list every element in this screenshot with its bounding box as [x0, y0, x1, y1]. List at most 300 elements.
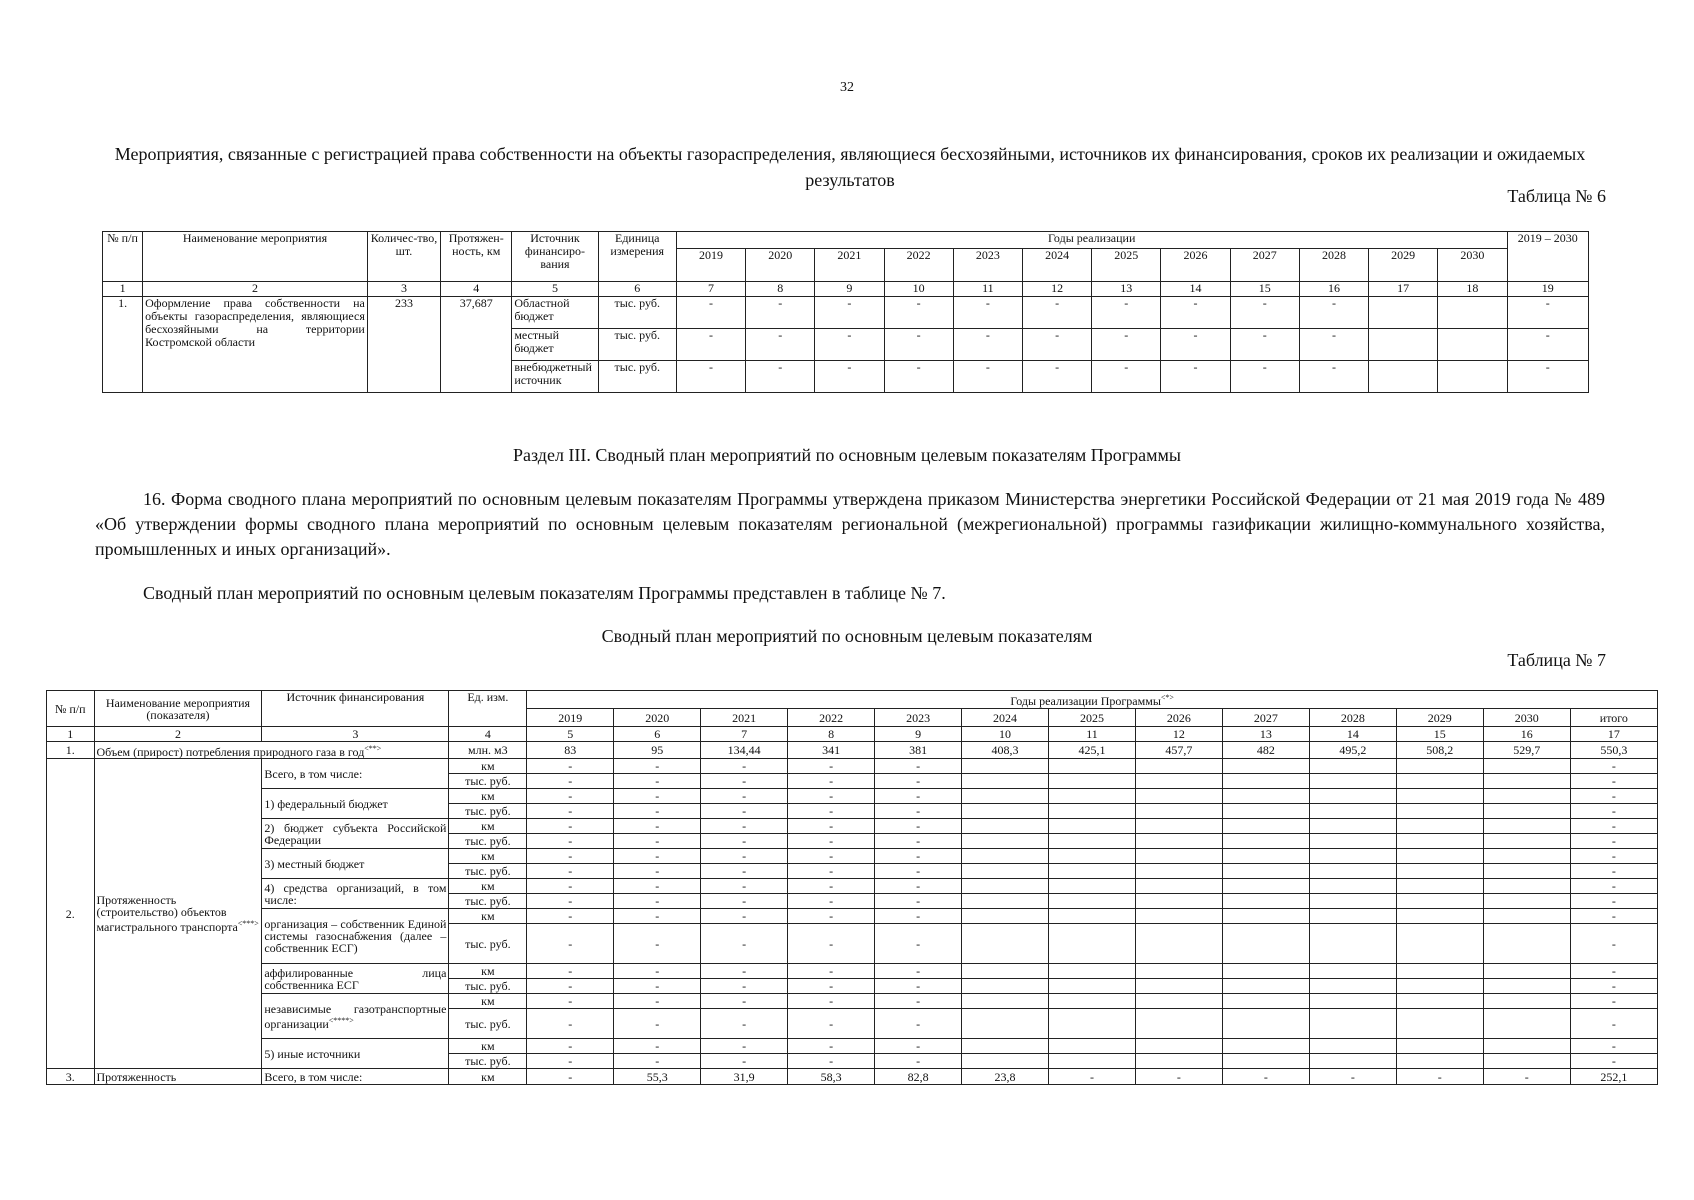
paragraph-table7-ref: Сводный план мероприятий по основным целевым показателям Программы представлен в таблице № 7.	[143, 583, 946, 603]
t6-value-cell: -	[884, 297, 953, 329]
t7-row2-value	[962, 834, 1049, 849]
t7-row2-source	[262, 759, 449, 789]
t7-row1-num: 1.	[47, 742, 95, 759]
t7-row2-value	[1222, 1039, 1309, 1054]
t7-row2-value: -	[788, 834, 875, 849]
t6-unit: тыс. руб.	[598, 297, 676, 329]
t7-row2-value: -	[788, 1039, 875, 1054]
t7-row2-total: -	[1570, 909, 1657, 924]
t7-row2-value: -	[614, 964, 701, 979]
t7-row1-total: 550,3	[1570, 742, 1657, 759]
t6-value-cell: -	[676, 361, 745, 393]
t7-row2-value	[1396, 819, 1483, 834]
t7-row2-value	[962, 1054, 1049, 1069]
t7-row2-total: -	[1570, 774, 1657, 789]
t7-row3-total: 252,1	[1570, 1069, 1657, 1085]
t7-row2-value	[962, 759, 1049, 774]
t7-row2-value: -	[527, 924, 614, 964]
t7-years-group-mark: <*>	[1160, 693, 1174, 702]
t6-value-cell	[1438, 297, 1507, 329]
t7-row2-total: -	[1570, 1054, 1657, 1069]
t7-row2-total: -	[1570, 789, 1657, 804]
t7-row2-value	[1222, 789, 1309, 804]
t7-row2-value: -	[788, 879, 875, 894]
t7-row2-value	[1135, 849, 1222, 864]
t6-value-cell: -	[1022, 329, 1091, 361]
t7-row2-value	[962, 1009, 1049, 1039]
t7-index-cell: 4	[449, 727, 527, 742]
t7-row2-value: -	[788, 819, 875, 834]
t7-row2-value	[1222, 879, 1309, 894]
t7-row2-source	[262, 789, 449, 819]
t6-row-num: 1.	[103, 297, 143, 393]
t7-row2-unit: км	[449, 909, 527, 924]
t6-index-cell: 6	[598, 282, 676, 297]
t7-row2-value	[962, 804, 1049, 819]
t6-header-total: 2019 – 2030	[1507, 232, 1588, 282]
t7-row2-unit: км	[449, 1039, 527, 1054]
t7-row2-value: -	[788, 864, 875, 879]
t7-row2-value: -	[614, 894, 701, 909]
t7-row2-value: -	[527, 1039, 614, 1054]
t7-year-header: 2028	[1309, 709, 1396, 727]
t7-row2-value: -	[875, 979, 962, 994]
t7-row2-unit: тыс. руб.	[449, 894, 527, 909]
t6-value-cell: -	[815, 329, 884, 361]
t6-year-header: 2020	[746, 249, 815, 282]
t7-row2-value	[1222, 894, 1309, 909]
t6-index-cell: 16	[1299, 282, 1368, 297]
table7	[46, 690, 1658, 1085]
t7-row2-value	[1396, 894, 1483, 909]
t7-row2-value	[1396, 1054, 1483, 1069]
t7-row2-value	[1309, 979, 1396, 994]
t7-row2-value	[1135, 909, 1222, 924]
t7-row2-value: -	[527, 879, 614, 894]
t7-row2-value: -	[614, 849, 701, 864]
t7-row2-value: -	[788, 849, 875, 864]
t6-index-cell: 18	[1438, 282, 1507, 297]
t6-value-cell: -	[746, 361, 815, 393]
t6-index-cell: 12	[1022, 282, 1091, 297]
t7-index-cell: 9	[875, 727, 962, 742]
t6-index-cell: 2	[143, 282, 368, 297]
t7-row2-value	[1483, 789, 1570, 804]
t6-index-cell: 15	[1230, 282, 1299, 297]
t7-row2-value	[1135, 819, 1222, 834]
t7-row2-value: -	[701, 1009, 788, 1039]
t7-row2-value	[1222, 864, 1309, 879]
t7-row2-value	[1309, 849, 1396, 864]
t6-source: Областной бюджет	[512, 297, 598, 329]
t7-year-header: 2023	[875, 709, 962, 727]
t7-row2-unit: тыс. руб.	[449, 864, 527, 879]
t7-row2-value	[1222, 1054, 1309, 1069]
t7-index-cell: 8	[788, 727, 875, 742]
t7-row2-value: -	[788, 964, 875, 979]
t7-row2-value: -	[701, 964, 788, 979]
t7-row2-value	[1483, 834, 1570, 849]
t7-row2-value	[1396, 924, 1483, 964]
t7-row2-value	[1396, 909, 1483, 924]
t7-row2-value: -	[788, 1054, 875, 1069]
t7-row2-value: -	[701, 1054, 788, 1069]
t7-row2-unit: тыс. руб.	[449, 834, 527, 849]
t7-row2-source-text: 3) местный бюджет	[264, 856, 365, 871]
t7-row2-value	[1483, 1009, 1570, 1039]
t7-row2-value	[1135, 1009, 1222, 1039]
t7-row2-value: -	[875, 994, 962, 1009]
t7-index-cell: 17	[1570, 727, 1657, 742]
t7-row2-total: -	[1570, 819, 1657, 834]
t6-header-len: Протяжен-ность, км	[441, 232, 512, 282]
t7-row2-source-mark: <****>	[328, 1015, 354, 1025]
t6-value-cell: -	[1161, 297, 1230, 329]
t7-row2-source	[262, 909, 449, 964]
t7-row2-value: -	[701, 834, 788, 849]
t6-year-header: 2028	[1299, 249, 1368, 282]
t6-value-cell: -	[746, 329, 815, 361]
t7-row2-total: -	[1570, 804, 1657, 819]
t7-row2-value	[1135, 759, 1222, 774]
t7-row2-value	[1222, 964, 1309, 979]
t6-year-header: 2021	[815, 249, 884, 282]
t7-row2-value: -	[875, 1039, 962, 1054]
t7-row2-value	[1396, 1009, 1483, 1039]
t7-row2-value	[962, 979, 1049, 994]
t7-row1-value: 495,2	[1309, 742, 1396, 759]
t7-row2-source	[262, 964, 449, 994]
t7-row2-value: -	[527, 759, 614, 774]
t7-row2-value	[1396, 994, 1483, 1009]
t7-row2-value: -	[701, 759, 788, 774]
t7-row2-value	[1222, 979, 1309, 994]
t7-row2-value	[1396, 774, 1483, 789]
t7-row2-value: -	[875, 909, 962, 924]
t6-value-cell: -	[1299, 297, 1368, 329]
t7-row3-value: -	[1222, 1069, 1309, 1085]
t7-row2-value: -	[614, 924, 701, 964]
t7-row2-value: -	[701, 849, 788, 864]
t7-row2-value: -	[614, 979, 701, 994]
t7-row3-num: 3.	[47, 1069, 95, 1085]
t7-row2-value: -	[701, 909, 788, 924]
t7-row2-source	[262, 994, 449, 1039]
t7-row2-source-text: организация – собственник Единой системы газоснабжения (далее – собственник ЕСГ)	[264, 917, 447, 955]
t7-row2-value: -	[527, 834, 614, 849]
t7-row2-value	[1049, 994, 1136, 1009]
t6-value-cell: -	[1022, 297, 1091, 329]
t7-row2-value: -	[614, 834, 701, 849]
t6-value-cell	[1369, 361, 1438, 393]
t7-row2-value	[962, 849, 1049, 864]
t7-row2-value: -	[875, 964, 962, 979]
t7-row2-value	[1222, 804, 1309, 819]
t6-year-header: 2019	[676, 249, 745, 282]
t6-year-header: 2027	[1230, 249, 1299, 282]
t7-row2-value: -	[701, 879, 788, 894]
t6-value-cell: -	[953, 361, 1022, 393]
t7-row2-value	[1135, 964, 1222, 979]
t6-value-cell: -	[884, 329, 953, 361]
t7-index-cell: 16	[1483, 727, 1570, 742]
t7-row3-value: 58,3	[788, 1069, 875, 1085]
t7-row2-value: -	[701, 789, 788, 804]
t7-row2-value	[1049, 819, 1136, 834]
t7-row2-unit: тыс. руб.	[449, 924, 527, 964]
t7-row2-value: -	[788, 759, 875, 774]
t7-row2-value	[1483, 774, 1570, 789]
t7-row2-value: -	[875, 819, 962, 834]
t7-row3-value: 55,3	[614, 1069, 701, 1085]
t7-row2-value	[1135, 1054, 1222, 1069]
t7-row2-value	[1135, 1039, 1222, 1054]
t7-row2-value	[1222, 909, 1309, 924]
t7-row1-value: 83	[527, 742, 614, 759]
t7-row2-value: -	[614, 864, 701, 879]
t6-index-cell: 13	[1092, 282, 1161, 297]
t7-row2-value	[1222, 834, 1309, 849]
t7-row2-source-text: независимые газотранспортные организации	[264, 1001, 447, 1031]
t7-row2-value: -	[527, 774, 614, 789]
t7-row2-value: -	[875, 789, 962, 804]
t7-row2-total: -	[1570, 964, 1657, 979]
t7-row2-name-text: Протяженность (строительство) объектов магистрального транспорта	[96, 893, 238, 934]
t6-value-cell	[1369, 329, 1438, 361]
t7-index-cell: 2	[94, 727, 262, 742]
t7-row1-value: 529,7	[1483, 742, 1570, 759]
t7-row2-value	[1049, 789, 1136, 804]
t6-row-name: Оформление права собственности на объекты газораспределения, являющиеся бесхозяйными на территории Костромской области	[143, 297, 368, 393]
section3-heading: Раздел III. Сводный план мероприятий по основным целевым показателям Программы	[513, 445, 1181, 465]
t7-year-header: 2026	[1135, 709, 1222, 727]
t6-value-cell: -	[1092, 361, 1161, 393]
t7-row2-unit: тыс. руб.	[449, 1054, 527, 1069]
t7-row2-unit: км	[449, 994, 527, 1009]
t6-index-cell: 4	[441, 282, 512, 297]
t7-index-cell: 14	[1309, 727, 1396, 742]
t7-row2-value	[1049, 909, 1136, 924]
t7-year-header: 2021	[701, 709, 788, 727]
t7-index-cell: 7	[701, 727, 788, 742]
t7-row2-value	[1309, 1039, 1396, 1054]
t7-row2-value	[1049, 1039, 1136, 1054]
t6-value-cell: -	[1022, 361, 1091, 393]
t7-row2-value	[1483, 819, 1570, 834]
t6-unit: тыс. руб.	[598, 329, 676, 361]
t7-row2-value	[1049, 894, 1136, 909]
t7-row2-total: -	[1570, 1039, 1657, 1054]
t7-row2-value: -	[788, 804, 875, 819]
t6-index-cell: 3	[367, 282, 440, 297]
t7-row2-value	[1222, 1009, 1309, 1039]
table7-label: Таблица № 7	[1507, 650, 1606, 670]
t6-year-header: 2029	[1369, 249, 1438, 282]
t7-row2-value	[1135, 994, 1222, 1009]
t7-row2-total: -	[1570, 849, 1657, 864]
t7-row1-unit: млн. м3	[449, 742, 527, 759]
t7-row2-value	[1309, 819, 1396, 834]
t7-row2-value	[1309, 774, 1396, 789]
t7-row2-value: -	[527, 894, 614, 909]
t6-year-header: 2025	[1092, 249, 1161, 282]
t6-value-cell: -	[1161, 361, 1230, 393]
t7-index-cell: 3	[262, 727, 449, 742]
t7-row2-value: -	[614, 804, 701, 819]
t7-row2-value	[1396, 834, 1483, 849]
t6-value-cell: -	[953, 297, 1022, 329]
t7-row2-value: -	[527, 964, 614, 979]
t6-index-cell: 17	[1369, 282, 1438, 297]
t7-row1-value: 341	[788, 742, 875, 759]
t7-row2-value: -	[701, 979, 788, 994]
t7-row3-unit: км	[449, 1069, 527, 1085]
t7-year-header: 2020	[614, 709, 701, 727]
t6-value-cell: -	[1230, 297, 1299, 329]
t7-row2-unit: км	[449, 819, 527, 834]
t7-row2-total: -	[1570, 864, 1657, 879]
t7-row2-value	[1135, 979, 1222, 994]
t7-row2-value	[1222, 924, 1309, 964]
t7-row2-value	[1049, 849, 1136, 864]
t6-value-cell: -	[1299, 329, 1368, 361]
t7-row2-total: -	[1570, 759, 1657, 774]
t7-row2-value	[1483, 1039, 1570, 1054]
t7-row2-value	[1396, 879, 1483, 894]
t7-row2-value	[1309, 864, 1396, 879]
t7-row2-value	[962, 924, 1049, 964]
t6-year-header: 2030	[1438, 249, 1507, 282]
t7-index-cell: 5	[527, 727, 614, 742]
t7-row2-value	[1483, 894, 1570, 909]
t7-years-group-label: Годы реализации Программы	[1010, 694, 1161, 708]
t6-header-unit: Единица измерения	[598, 232, 676, 282]
t7-row2-value	[962, 994, 1049, 1009]
t7-row2-value: -	[527, 804, 614, 819]
t7-row2-value	[1483, 804, 1570, 819]
t7-row2-value: -	[701, 894, 788, 909]
t7-row2-value	[1483, 924, 1570, 964]
t7-row1-value: 482	[1222, 742, 1309, 759]
t7-row1-name	[94, 742, 449, 759]
t7-index-cell: 13	[1222, 727, 1309, 742]
t7-row2-value	[1135, 834, 1222, 849]
t7-row2-value	[1396, 789, 1483, 804]
t7-row2-total: -	[1570, 979, 1657, 994]
t7-row2-unit: тыс. руб.	[449, 979, 527, 994]
t7-row2-value	[1483, 864, 1570, 879]
t7-row2-value	[1309, 1009, 1396, 1039]
t7-row2-value	[962, 964, 1049, 979]
t7-row2-value: -	[788, 924, 875, 964]
t6-value-cell	[1438, 361, 1507, 393]
t6-total-cell: -	[1507, 297, 1588, 329]
t6-value-cell	[1438, 329, 1507, 361]
t7-row3-value: -	[1049, 1069, 1136, 1085]
t7-row2-value	[1309, 1054, 1396, 1069]
t7-row2-total: -	[1570, 1009, 1657, 1039]
t7-row2-value: -	[614, 909, 701, 924]
t7-row2-source-text: 4) средства организаций, в том числе:	[264, 880, 447, 907]
t7-row3-value: -	[1309, 1069, 1396, 1085]
t7-row2-value: -	[788, 1009, 875, 1039]
t7-row2-value	[962, 774, 1049, 789]
t7-row2-value: -	[875, 864, 962, 879]
t7-row2-value: -	[614, 1009, 701, 1039]
t7-row2-value: -	[701, 1039, 788, 1054]
t7-row2-value: -	[875, 849, 962, 864]
paragraph-16: 16. Форма сводного плана мероприятий по основным целевым показателям Программы утверждена приказом Министерства энергетики Российской Федерации от 21 мая 2019 года № 489 «Об утверждении формы сводного плана мероприятий по основным целевым показателям региональной (межрегиональной) программы газификации жилищно-коммунального хозяйства, промышленных и иных организаций».	[95, 489, 1605, 559]
t7-row3-value: 31,9	[701, 1069, 788, 1085]
t7-row2-value: -	[527, 909, 614, 924]
t7-row2-value	[1049, 804, 1136, 819]
t6-year-header: 2023	[953, 249, 1022, 282]
t6-index-cell: 10	[884, 282, 953, 297]
t7-row2-source-text: 2) бюджет субъекта Российской Федерации	[264, 820, 447, 847]
t7-row2-value: -	[788, 979, 875, 994]
t7-row2-value	[1222, 819, 1309, 834]
t7-row2-value: -	[527, 789, 614, 804]
t7-row2-value: -	[701, 774, 788, 789]
t7-row2-value	[962, 879, 1049, 894]
t6-value-cell: -	[676, 329, 745, 361]
t7-row2-source-text: аффилированные лица собственника ЕСГ	[264, 965, 447, 992]
t6-unit: тыс. руб.	[598, 361, 676, 393]
t7-row2-value	[1396, 1039, 1483, 1054]
t7-year-header: 2030	[1483, 709, 1570, 727]
t7-year-header: 2029	[1396, 709, 1483, 727]
t7-row2-value	[962, 864, 1049, 879]
t7-row2-value: -	[875, 834, 962, 849]
t7-row2-value: -	[527, 994, 614, 1009]
t6-header-num: № п/п	[103, 232, 143, 282]
t6-value-cell	[1369, 297, 1438, 329]
t7-row2-value: -	[614, 774, 701, 789]
t7-row2-value: -	[701, 804, 788, 819]
t6-total-cell: -	[1507, 361, 1588, 393]
t6-value-cell: -	[815, 297, 884, 329]
t7-row2-value: -	[527, 849, 614, 864]
t7-row2-total: -	[1570, 879, 1657, 894]
t7-row3-value: 82,8	[875, 1069, 962, 1085]
t7-row2-value: -	[875, 1009, 962, 1039]
t7-row2-value	[1049, 924, 1136, 964]
t7-row2-value	[1309, 924, 1396, 964]
t7-row2-num: 2.	[47, 759, 95, 1069]
t7-row2-value: -	[701, 924, 788, 964]
t7-row2-value	[1135, 774, 1222, 789]
table6	[102, 231, 1589, 393]
table6-label: Таблица № 6	[1507, 186, 1606, 206]
t7-row2-value	[1483, 979, 1570, 994]
t7-row2-value: -	[701, 864, 788, 879]
t6-value-cell: -	[1230, 329, 1299, 361]
t7-row2-value	[1309, 789, 1396, 804]
t6-index-cell: 1	[103, 282, 143, 297]
t7-row2-source-text: 1) федеральный бюджет	[264, 796, 388, 811]
t7-row2-total: -	[1570, 924, 1657, 964]
t7-index-cell: 6	[614, 727, 701, 742]
t7-row2-value: -	[614, 994, 701, 1009]
t7-row2-unit: км	[449, 789, 527, 804]
t7-row2-value: -	[875, 1054, 962, 1069]
t7-row2-value	[1049, 1009, 1136, 1039]
t6-row-qty: 233	[367, 297, 440, 393]
t7-row2-total: -	[1570, 894, 1657, 909]
t7-row2-value: -	[527, 819, 614, 834]
t7-row2-unit: тыс. руб.	[449, 1009, 527, 1039]
t7-row2-value: -	[614, 1039, 701, 1054]
